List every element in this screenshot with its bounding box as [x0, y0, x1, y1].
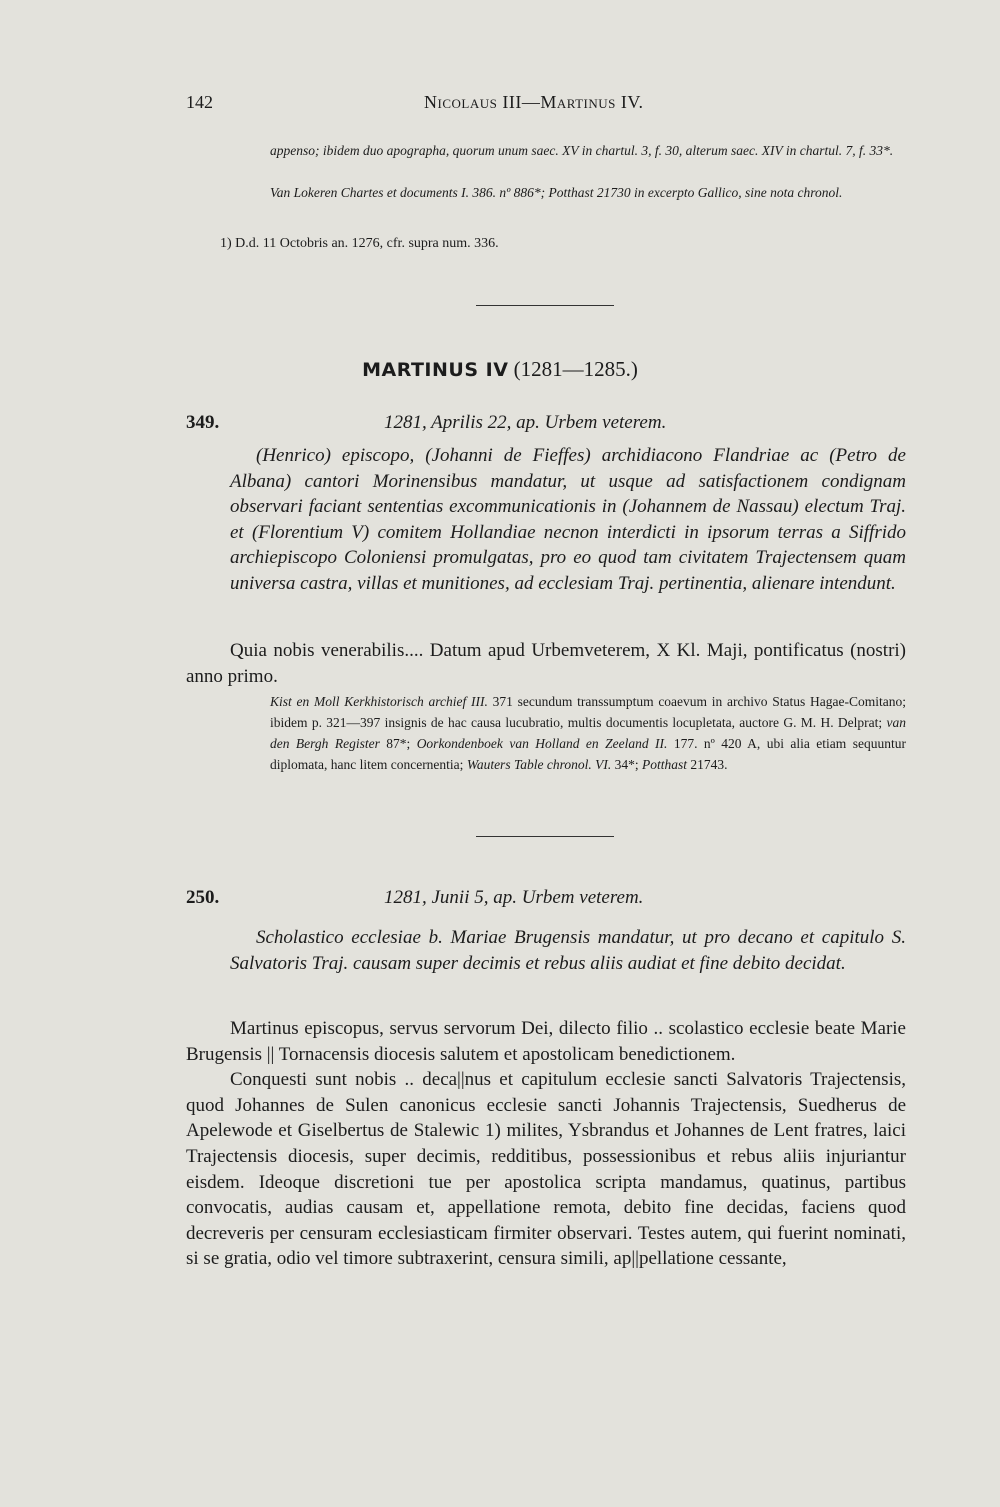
source-text-f: 177. nº 420 A, ubi alia etiam sequuntur diplomata, hanc litem concernentia;: [270, 736, 906, 772]
entry-summary-250-text: Scholastico ecclesiae b. Mariae Brugensis mandatur, ut pro decano et capitulo S. Salvatoris Traj. causam super decimis et rebus aliis audiat et fine debito decidat.: [230, 927, 906, 974]
entry-number-250: 250.: [186, 887, 220, 908]
entry-summary-349: [230, 443, 906, 597]
entry-summary-250: [230, 925, 906, 976]
section-heading-years: (1281—1285.): [513, 357, 638, 381]
entry-sources-349: [270, 691, 906, 775]
source-kist-moll: Kist en Moll Kerkhistorisch archief III.: [270, 694, 488, 709]
source-text-h: 34*;: [611, 757, 642, 772]
source-van-den-bergh: van den Bergh Register: [270, 715, 906, 751]
footnote: 1) D.d. 11 Octobris an. 1276, cfr. supra num. 336.: [220, 236, 499, 251]
running-header: [186, 92, 906, 116]
entry-number-349: 349.: [186, 412, 220, 433]
source-text-j: 21743.: [686, 757, 728, 772]
page-number: 142: [186, 92, 213, 112]
top-note-2: Van Lokeren Chartes et documents I. 386. nº 886*; Potthast 21730 in excerpto Gallico, sine nota chronol.: [270, 185, 843, 200]
top-note-1: appenso; ibidem duo apographa, quorum unum saec. XV in chartul. 3, f. 30, alterum saec. XIV in chartul. 7, f. 33*.: [270, 143, 894, 158]
section-heading-name: MARTINUS IV: [362, 359, 509, 381]
entry-text-250-para-2: Conquesti sunt nobis .. deca||nus et capitulum ecclesie sancti Salvatoris Trajectensis, quod Johannes de Sulen canonicus ecclesie sancti Johannis Trajectensis, Suedherus de Apelewode et Giselbertus de Stalewic 1) milites, Ysbrandus et Johannes de Lent fratres, laici Trajectensis diocesis, super decimis, redditibus, possessionibus et rebus aliis injuriantur eisdem. Ideoque discretioni tue per apostolica scripta mandamus, quatinus, partibus convocatis, audias causam et, appellatione remota, debito fine decidas, faciens quod decreveris per censuram ecclesiasticam firmiter observari. Testes autem, qui fuerint nominati, si se gratia, odio vel timore subtraxerint, censura simili, ap||pellatione cessante,: [186, 1069, 906, 1270]
separator-rule-2: [476, 836, 614, 837]
entry-summary-349-text: (Henrico) episcopo, (Johanni de Fieffes) archidiacono Flandriae ac (Petro de Albana) cantori Morinensibus mandatur, ut usque ad satisfactionem condignam observari faciant sententias excommunicationis in (Johannem de Nassau) electum Traj. et (Florentium V) comitem Hollandiae necnon interdicti in ipsorum terras a Siffrido archiepiscopo Coloniensi promulgatas, pro eo quod tam civitatem Trajectensem quam universa castra, villas et munitiones, ad ecclesiam Traj. pertinentia, alienare intendunt.: [230, 445, 906, 594]
source-text-d: 87*;: [379, 736, 417, 751]
entry-date-250: 1281, Junii 5, ap. Urbem veterem.: [384, 887, 644, 908]
section-heading: [0, 357, 1000, 382]
entry-text-250-para-1: Martinus episcopus, servus servorum Dei, dilecto filio .. scolastico ecclesie beate Marie Brugensis || Tornacensis diocesis salutem et apostolicam benedictionem.: [186, 1018, 906, 1065]
source-wauters: Wauters Table chronol. VI.: [466, 757, 612, 772]
entry-text-349-para: Quia nobis venerabilis.... Datum apud Urbemveterem, X Kl. Maji, pontificatus (nostri) anno primo.: [186, 640, 906, 687]
source-oorkondenboek: Oorkondenboek van Holland en Zeeland II.: [416, 736, 668, 751]
source-text-b: 371 secundum transsumptum coaevum in archivo Status Hagae-Comitano; ibidem p. 321—397 insignis de hac causa lucubratio, multis documentis locupletata, auctore G. M. H. Delprat;: [270, 694, 906, 730]
source-potthast: Potthast: [641, 757, 687, 772]
entry-text-349: [186, 638, 906, 689]
entry-date-349: 1281, Aprilis 22, ap. Urbem veterem.: [384, 412, 667, 433]
separator-rule-1: [476, 305, 614, 306]
running-title: Nicolaus III—Martinus IV.: [424, 92, 644, 112]
entry-text-250: [186, 1016, 906, 1272]
